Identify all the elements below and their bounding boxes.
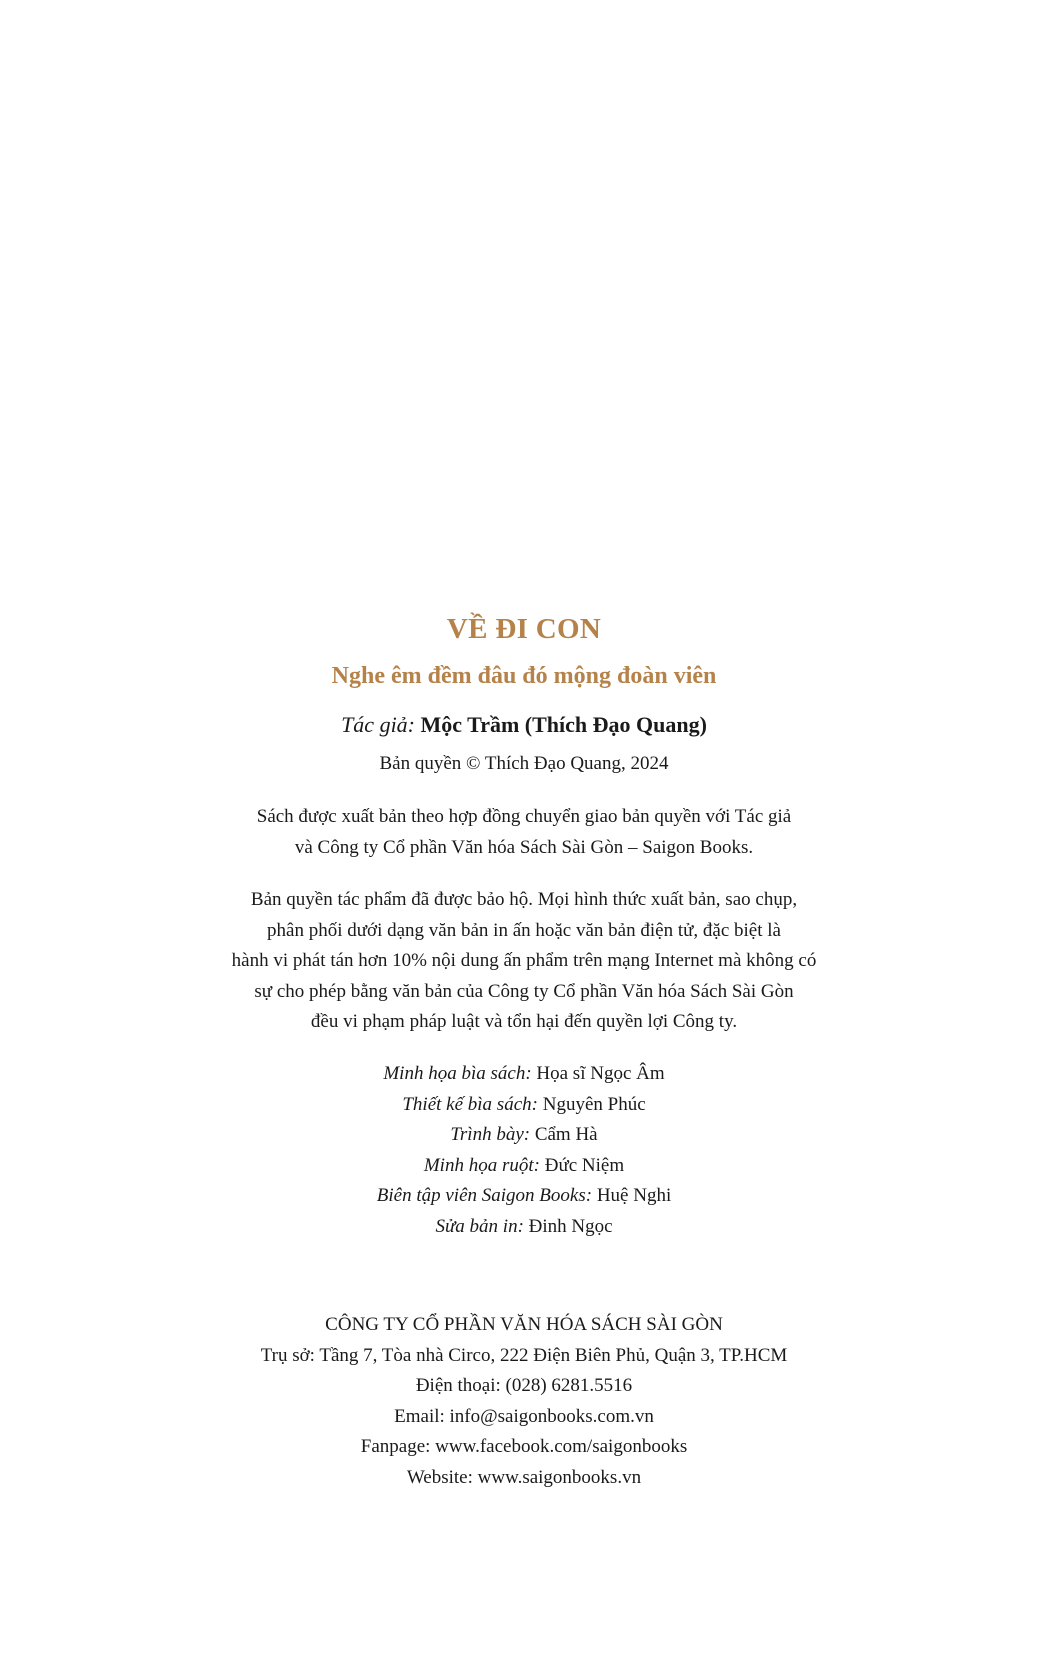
credit-editor [0,1181,1048,1212]
publishing-agreement-paragraph [0,802,1048,863]
paragraph-line: đều vi phạm pháp luật và tổn hại đến quyền lợi Công ty. [310,1011,738,1032]
credit-cover-illustration [0,1059,1048,1090]
credit-person: Huệ Nghi [596,1185,672,1206]
author-label: Tác giả: [341,712,416,737]
author-line [0,712,1048,738]
paragraph-line: phân phối dưới dạng văn bản in ấn hoặc văn bản điện tử, đặc biệt là [267,919,781,941]
credit-cover-design [0,1090,1048,1121]
publisher-info [0,1310,1048,1493]
publisher-email: Email: info@saigonbooks.com.vn [394,1405,654,1427]
credit-person: Cẩm Hà [534,1124,598,1145]
credit-interior-illustration [0,1151,1048,1182]
paragraph-line: Sách được xuất bản theo hợp đồng chuyển giao bản quyền với Tác giả [256,806,792,827]
credit-role: Minh họa ruột: [423,1154,540,1176]
publisher-address: Trụ sở: Tầng 7, Tòa nhà Circo, 222 Điện Biên Phủ, Quận 3, TP.HCM [260,1344,788,1366]
credit-layout [0,1120,1048,1151]
credit-role: Trình bày: [450,1124,531,1145]
copyright-notice: Bản quyền © Thích Đạo Quang, 2024 [379,753,669,774]
publisher-name: CÔNG TY CỔ PHẦN VĂN HÓA SÁCH SÀI GÒN [325,1314,723,1335]
credits-list [0,1059,1048,1242]
credit-role: Thiết kế bìa sách: [402,1093,538,1115]
credit-person: Đinh Ngọc [528,1215,613,1237]
credit-person: Đức Niệm [544,1154,625,1176]
book-title: VỀ ĐI CON [446,613,602,645]
book-subtitle: Nghe êm đềm đâu đó mộng đoàn viên [331,663,717,689]
paragraph-line: và Công ty Cổ phần Văn hóa Sách Sài Gòn – Saigon Books. [294,836,754,858]
publisher-fanpage: Fanpage: www.facebook.com/saigonbooks [360,1436,688,1457]
paragraph-line: sự cho phép bằng văn bản của Công ty Cổ phần Văn hóa Sách Sài Gòn [254,980,794,1002]
author-name: Mộc Trầm (Thích Đạo Quang) [420,712,707,737]
credit-person: Nguyên Phúc [542,1093,646,1115]
publisher-phone: Điện thoại: (028) 6281.5516 [415,1375,633,1396]
paragraph-line: Bản quyền tác phẩm đã được bảo hộ. Mọi hình thức xuất bản, sao chụp, [250,889,798,910]
rights-notice-paragraph [0,885,1048,1038]
paragraph-line: hành vi phát tán hơn 10% nội dung ấn phẩm trên mạng Internet mà không có [231,950,817,971]
credit-proofreader [0,1212,1048,1243]
credit-role: Biên tập viên Saigon Books: [376,1185,593,1206]
credit-role: Sửa bản in: [435,1215,524,1237]
credit-role: Minh họa bìa sách: [383,1063,532,1084]
publisher-website: Website: www.saigonbooks.vn [406,1466,642,1488]
credit-person: Họa sĩ Ngọc Âm [536,1063,665,1084]
